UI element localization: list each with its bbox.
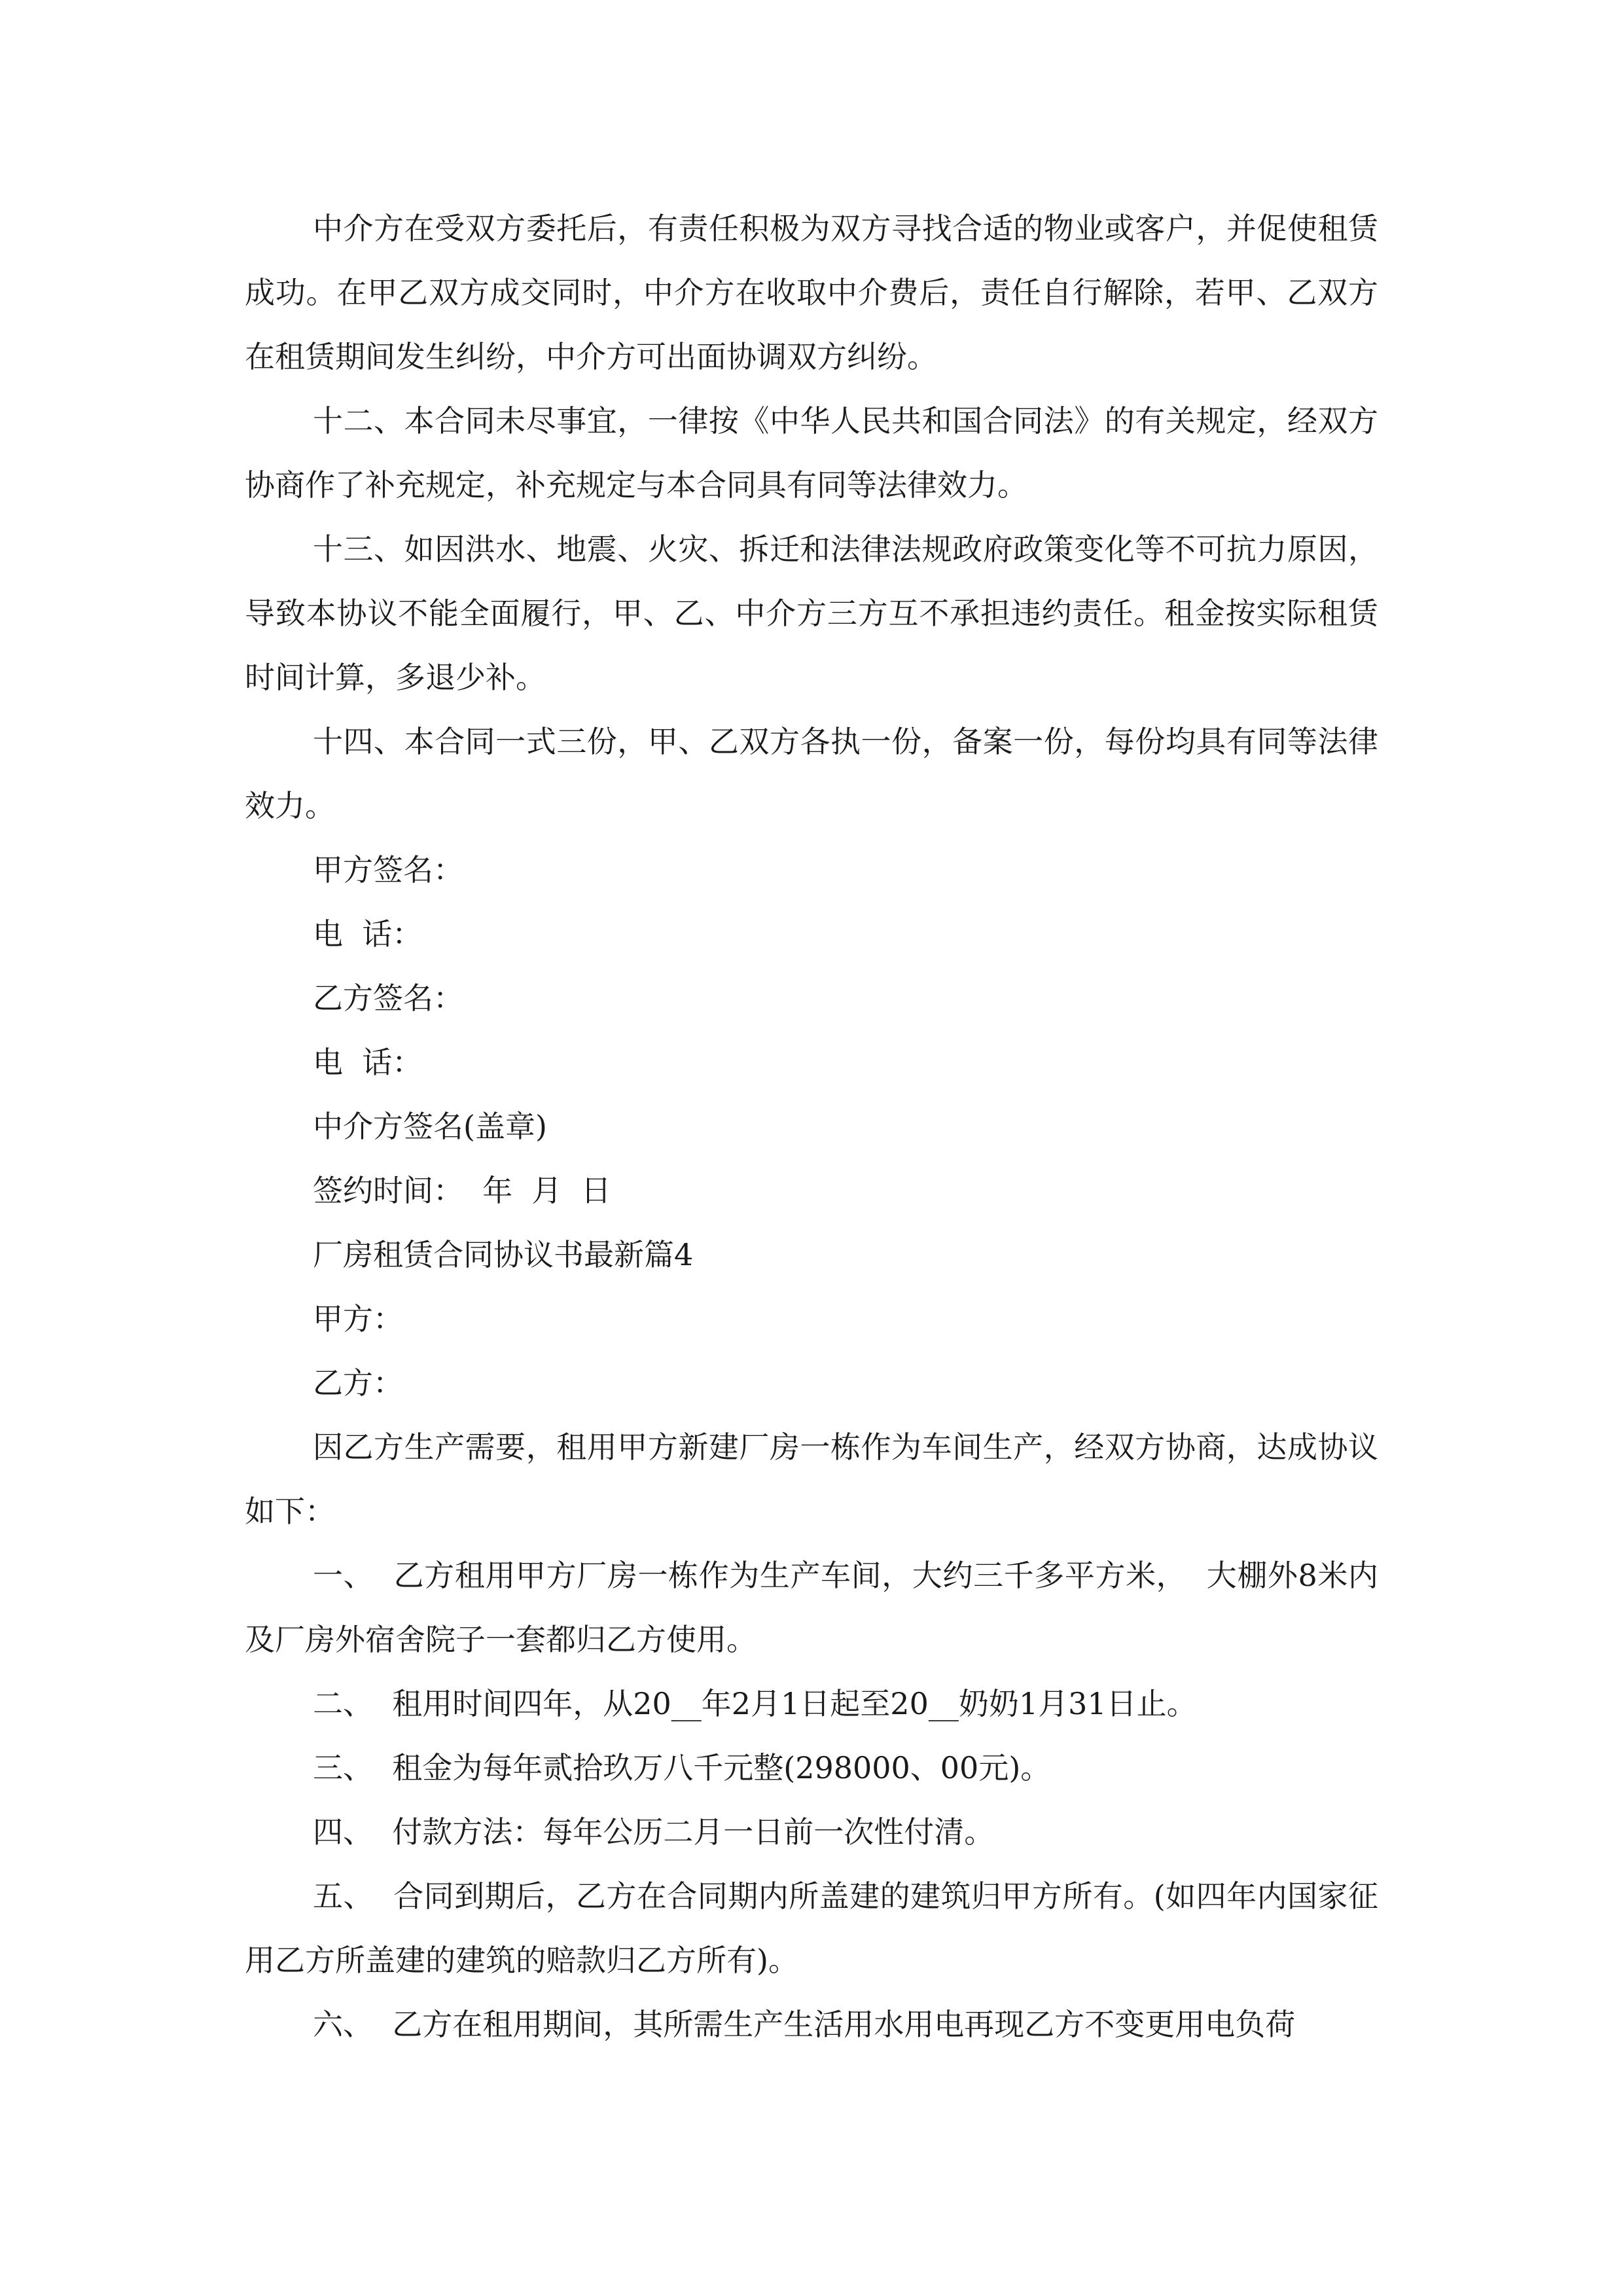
agreement-intro: 因乙方生产需要，租用甲方新建厂房一栋作为车间生产，经双方协商，达成协议如下： — [245, 1429, 1378, 1529]
phone-party-b: 电 话： — [313, 1045, 423, 1080]
phone-party-a: 电 话： — [313, 916, 423, 952]
signature-party-a: 甲方签名： — [313, 852, 463, 888]
party-a-line: 甲方： — [313, 1301, 403, 1336]
paragraph-intermediary-duty: 中介方在受双方委托后，有责任积极为双方寻找合适的物业或客户，并促使租赁成功。在甲乙双方成交同时，中介方在收取中介费后，责任自行解除，若甲、乙双方在租赁期间发生纠纷，中介方可出面协调双方纠纷。 — [245, 211, 1378, 374]
clause-2: 二、 租用时间四年，从20__年2月1日起至20__奶奶1月31日止。 — [313, 1686, 1197, 1721]
document-body — [245, 196, 1378, 2056]
signature-intermediary: 中介方签名(盖章) — [313, 1109, 547, 1144]
paragraph-clause-14: 十四、本合同一式三份，甲、乙双方各执一份，备案一份，每份均具有同等法律效力。 — [245, 724, 1378, 823]
signing-date: 签约时间： 年 月 日 — [313, 1173, 611, 1208]
party-b-line: 乙方： — [313, 1365, 403, 1401]
clause-4: 四、 付款方法：每年公历二月一日前一次性付清。 — [313, 1814, 995, 1850]
section-heading: 厂房租赁合同协议书最新篇4 — [313, 1237, 694, 1272]
clause-3: 三、 租金为每年贰拾玖万八千元整(298000、00元)。 — [313, 1750, 1051, 1785]
clause-6: 六、 乙方在租用期间，其所需生产生活用水用电再现乙方不变更用电负荷 — [313, 2007, 1296, 2042]
signature-party-b: 乙方签名： — [313, 980, 463, 1016]
clause-1: 一、 乙方租用甲方厂房一栋作为生产车间，大约三千多平方米， 大棚外8米内及厂房外宿舍院子一套都归乙方使用。 — [245, 1558, 1378, 1657]
paragraph-clause-13: 十三、如因洪水、地震、火灾、拆迁和法律法规政府政策变化等不可抗力原因，导致本协议不能全面履行，甲、乙、中介方三方互不承担违约责任。租金按实际租赁时间计算，多退少补。 — [245, 531, 1378, 695]
clause-5: 五、 合同到期后，乙方在合同期内所盖建的建筑归甲方所有。(如四年内国家征用乙方所盖建的建筑的赔款归乙方所有)。 — [245, 1878, 1378, 1978]
paragraph-clause-12: 十二、本合同未尽事宜，一律按《中华人民共和国合同法》的有关规定，经双方协商作了补充规定，补充规定与本合同具有同等法律效力。 — [245, 403, 1378, 503]
